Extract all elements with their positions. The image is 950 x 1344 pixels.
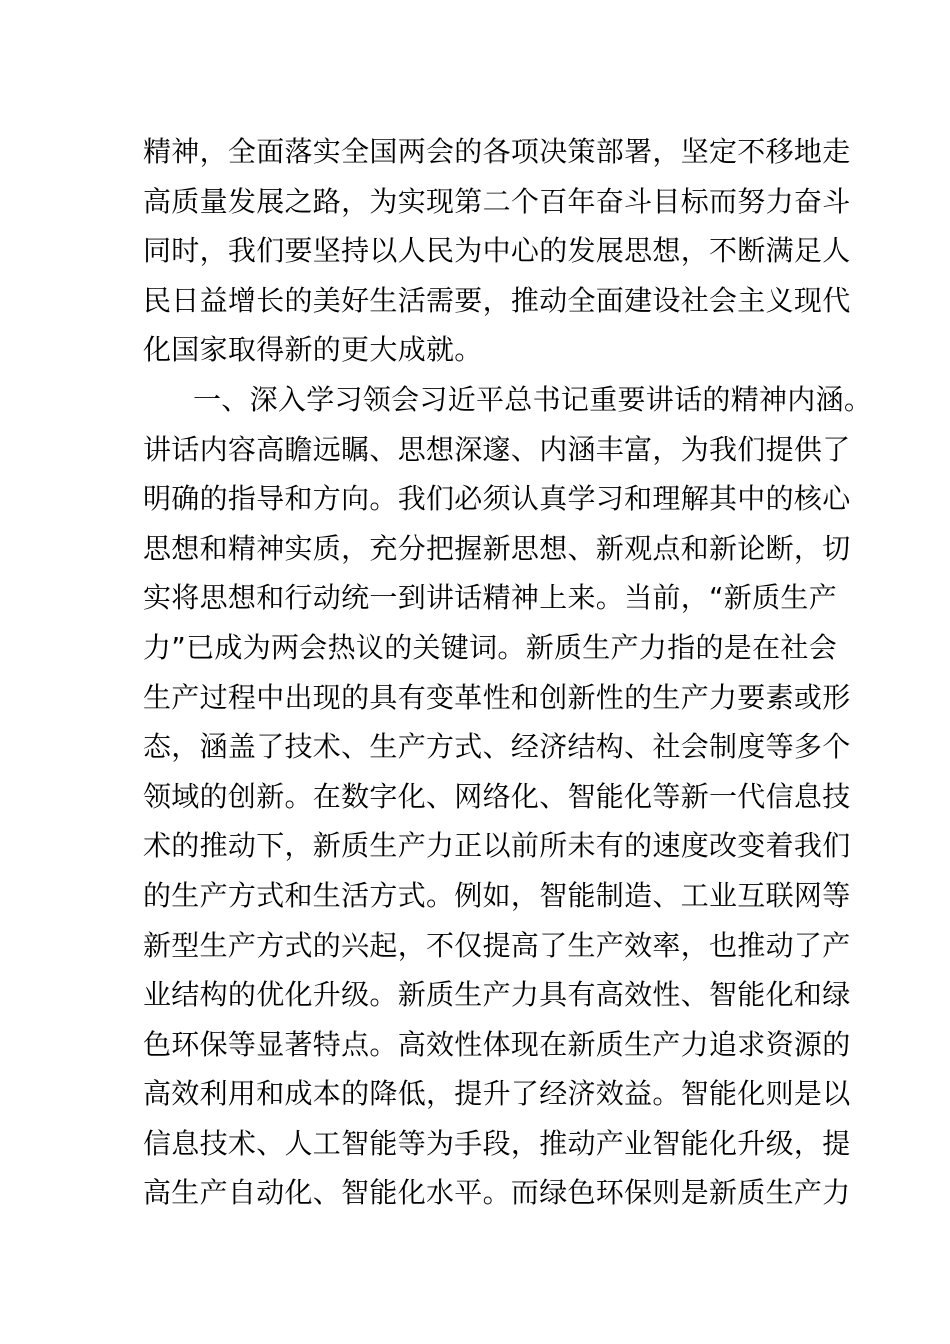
text-line: 态，涵盖了技术、生产方式、经济结构、社会制度等多个 (143, 730, 851, 764)
text-line: 实将思想和行动统一到讲话精神上来。当前，“新质生产 (143, 581, 838, 615)
text-line: 思想和精神实质，充分把握新思想、新观点和新论断，切 (143, 531, 851, 565)
text-line: 同时，我们要坚持以人民为中心的发展思想，不断满足人 (143, 234, 851, 268)
text-line: 民日益增长的美好生活需要，推动全面建设社会主义现代 (143, 283, 851, 317)
text-line: 业结构的优化升级。新质生产力具有高效性、智能化和绿 (143, 978, 851, 1012)
text-line: 明确的指导和方向。我们必须认真学习和理解其中的核心 (143, 482, 851, 516)
text-line: 信息技术、人工智能等为手段，推动产业智能化升级，提 (143, 1126, 851, 1160)
text-line: 精神，全面落实全国两会的各项决策部署，坚定不移地走 (143, 135, 851, 168)
text-line: 高质量发展之路，为实现第二个百年奋斗目标而努力奋斗 (143, 184, 851, 218)
text-line: 新型生产方式的兴起，不仅提高了生产效率，也推动了产 (143, 928, 851, 962)
text-line: 化国家取得新的更大成就。 (143, 333, 483, 367)
text-line: 高效利用和成本的降低，提升了经济效益。智能化则是以 (143, 1077, 851, 1111)
text-line: 术的推动下，新质生产力正以前所未有的速度改变着我们 (143, 829, 851, 863)
text-line: 领域的创新。在数字化、网络化、智能化等新一代信息技 (143, 779, 851, 813)
text-line: 高生产自动化、智能化水平。而绿色环保则是新质生产力 (143, 1176, 851, 1210)
text-line: 力”已成为两会热议的关键词。新质生产力指的是在社会 (143, 630, 838, 664)
text-line: 生产过程中出现的具有变革性和创新性的生产力要素或形 (143, 680, 851, 714)
text-line: 的生产方式和生活方式。例如，智能制造、工业互联网等 (143, 878, 851, 912)
section-heading: 一、深入学习领会习近平总书记重要讲话的精神内涵。 (193, 382, 873, 416)
text-line: 色环保等显著特点。高效性体现在新质生产力追求资源的 (143, 1027, 851, 1061)
body-text (143, 127, 873, 1218)
text-line: 讲话内容高瞻远瞩、思想深邃、内涵丰富，为我们提供了 (143, 432, 851, 466)
